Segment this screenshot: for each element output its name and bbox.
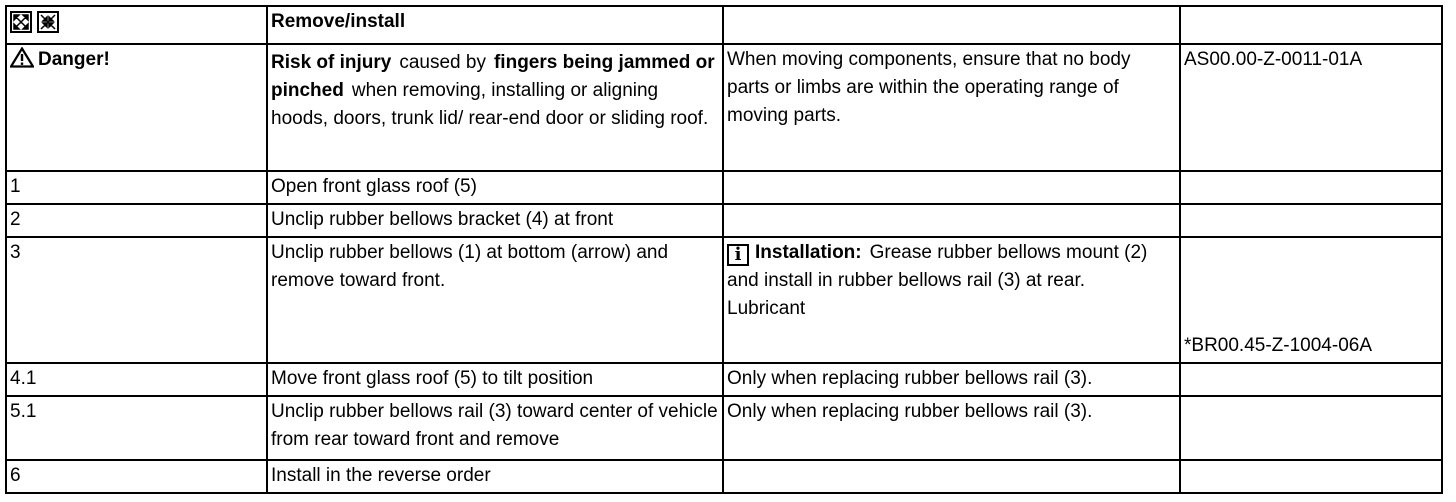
- expand-icon[interactable]: [10, 11, 32, 33]
- step-text: Unclip rubber bellows rail (3) toward center of vehicle from rear toward front and remove: [267, 396, 723, 460]
- step-ref: [1180, 204, 1442, 237]
- step-note: [723, 237, 1180, 363]
- step-ref: [1180, 396, 1442, 460]
- step-note: [723, 171, 1180, 204]
- danger-risk-bold: Risk of injury: [271, 52, 392, 73]
- step-ref: [1180, 171, 1442, 204]
- step-note: Only when replacing rubber bellows rail (3).: [723, 363, 1180, 396]
- step-number: 4.1: [6, 363, 267, 396]
- info-icon: i: [727, 244, 749, 266]
- lubricant-label: Lubricant: [727, 298, 806, 319]
- danger-label-cell: [6, 44, 267, 171]
- step-text: Unclip rubber bellows (1) at bottom (arrow) and remove toward front.: [267, 237, 723, 363]
- header-row: [6, 6, 1442, 44]
- step-number: 6: [6, 460, 267, 493]
- step-ref: [1180, 460, 1442, 493]
- danger-ref-link[interactable]: AS00.00-Z-0011-01A: [1180, 44, 1442, 171]
- header-empty-cell: [1180, 6, 1442, 44]
- step-note: [723, 204, 1180, 237]
- danger-cause-text: when removing, installing or aligning hoods, doors, trunk lid/ rear-end door or sliding roof.: [271, 80, 709, 129]
- step-text: Open front glass roof (5): [267, 171, 723, 204]
- installation-label: Installation:: [755, 242, 862, 263]
- step-number: 5.1: [6, 396, 267, 460]
- step-row: [6, 237, 1442, 363]
- collapse-icon[interactable]: [37, 11, 59, 33]
- procedure-table: [5, 5, 1443, 494]
- danger-note-cell: When moving components, ensure that no body parts or limbs are within the operating range of moving parts.: [723, 44, 1180, 171]
- step-ref-link[interactable]: *BR00.45-Z-1004-06A: [1184, 335, 1372, 356]
- header-icons-cell: [6, 6, 267, 44]
- danger-label: Danger!: [38, 49, 110, 70]
- step-row: [6, 396, 1442, 460]
- step-row: [6, 363, 1442, 396]
- step-ref: [1180, 363, 1442, 396]
- header-empty-cell: [723, 6, 1180, 44]
- step-row: [6, 171, 1442, 204]
- step-text: Unclip rubber bellows bracket (4) at front: [267, 204, 723, 237]
- step-number: 1: [6, 171, 267, 204]
- step-ref-cell: [1180, 237, 1442, 363]
- danger-cause-bold: fingers being jammed or pinched: [271, 52, 715, 101]
- step-note: [723, 460, 1180, 493]
- header-title: Remove/install: [267, 6, 723, 44]
- step-row: [6, 204, 1442, 237]
- step-text: Install in the reverse order: [267, 460, 723, 493]
- step-text: Move front glass roof (5) to tilt position: [267, 363, 723, 396]
- warning-triangle-icon: [10, 47, 34, 68]
- danger-text-cell: [267, 44, 723, 171]
- installation-text: Grease rubber bellows mount (2) and install in rubber bellows rail (3) at rear.: [727, 242, 1148, 291]
- step-note: Only when replacing rubber bellows rail (3).: [723, 396, 1180, 460]
- step-row: [6, 460, 1442, 493]
- step-number: 2: [6, 204, 267, 237]
- step-number: 3: [6, 237, 267, 363]
- danger-row: [6, 44, 1442, 171]
- danger-risk-text: caused by: [399, 52, 486, 73]
